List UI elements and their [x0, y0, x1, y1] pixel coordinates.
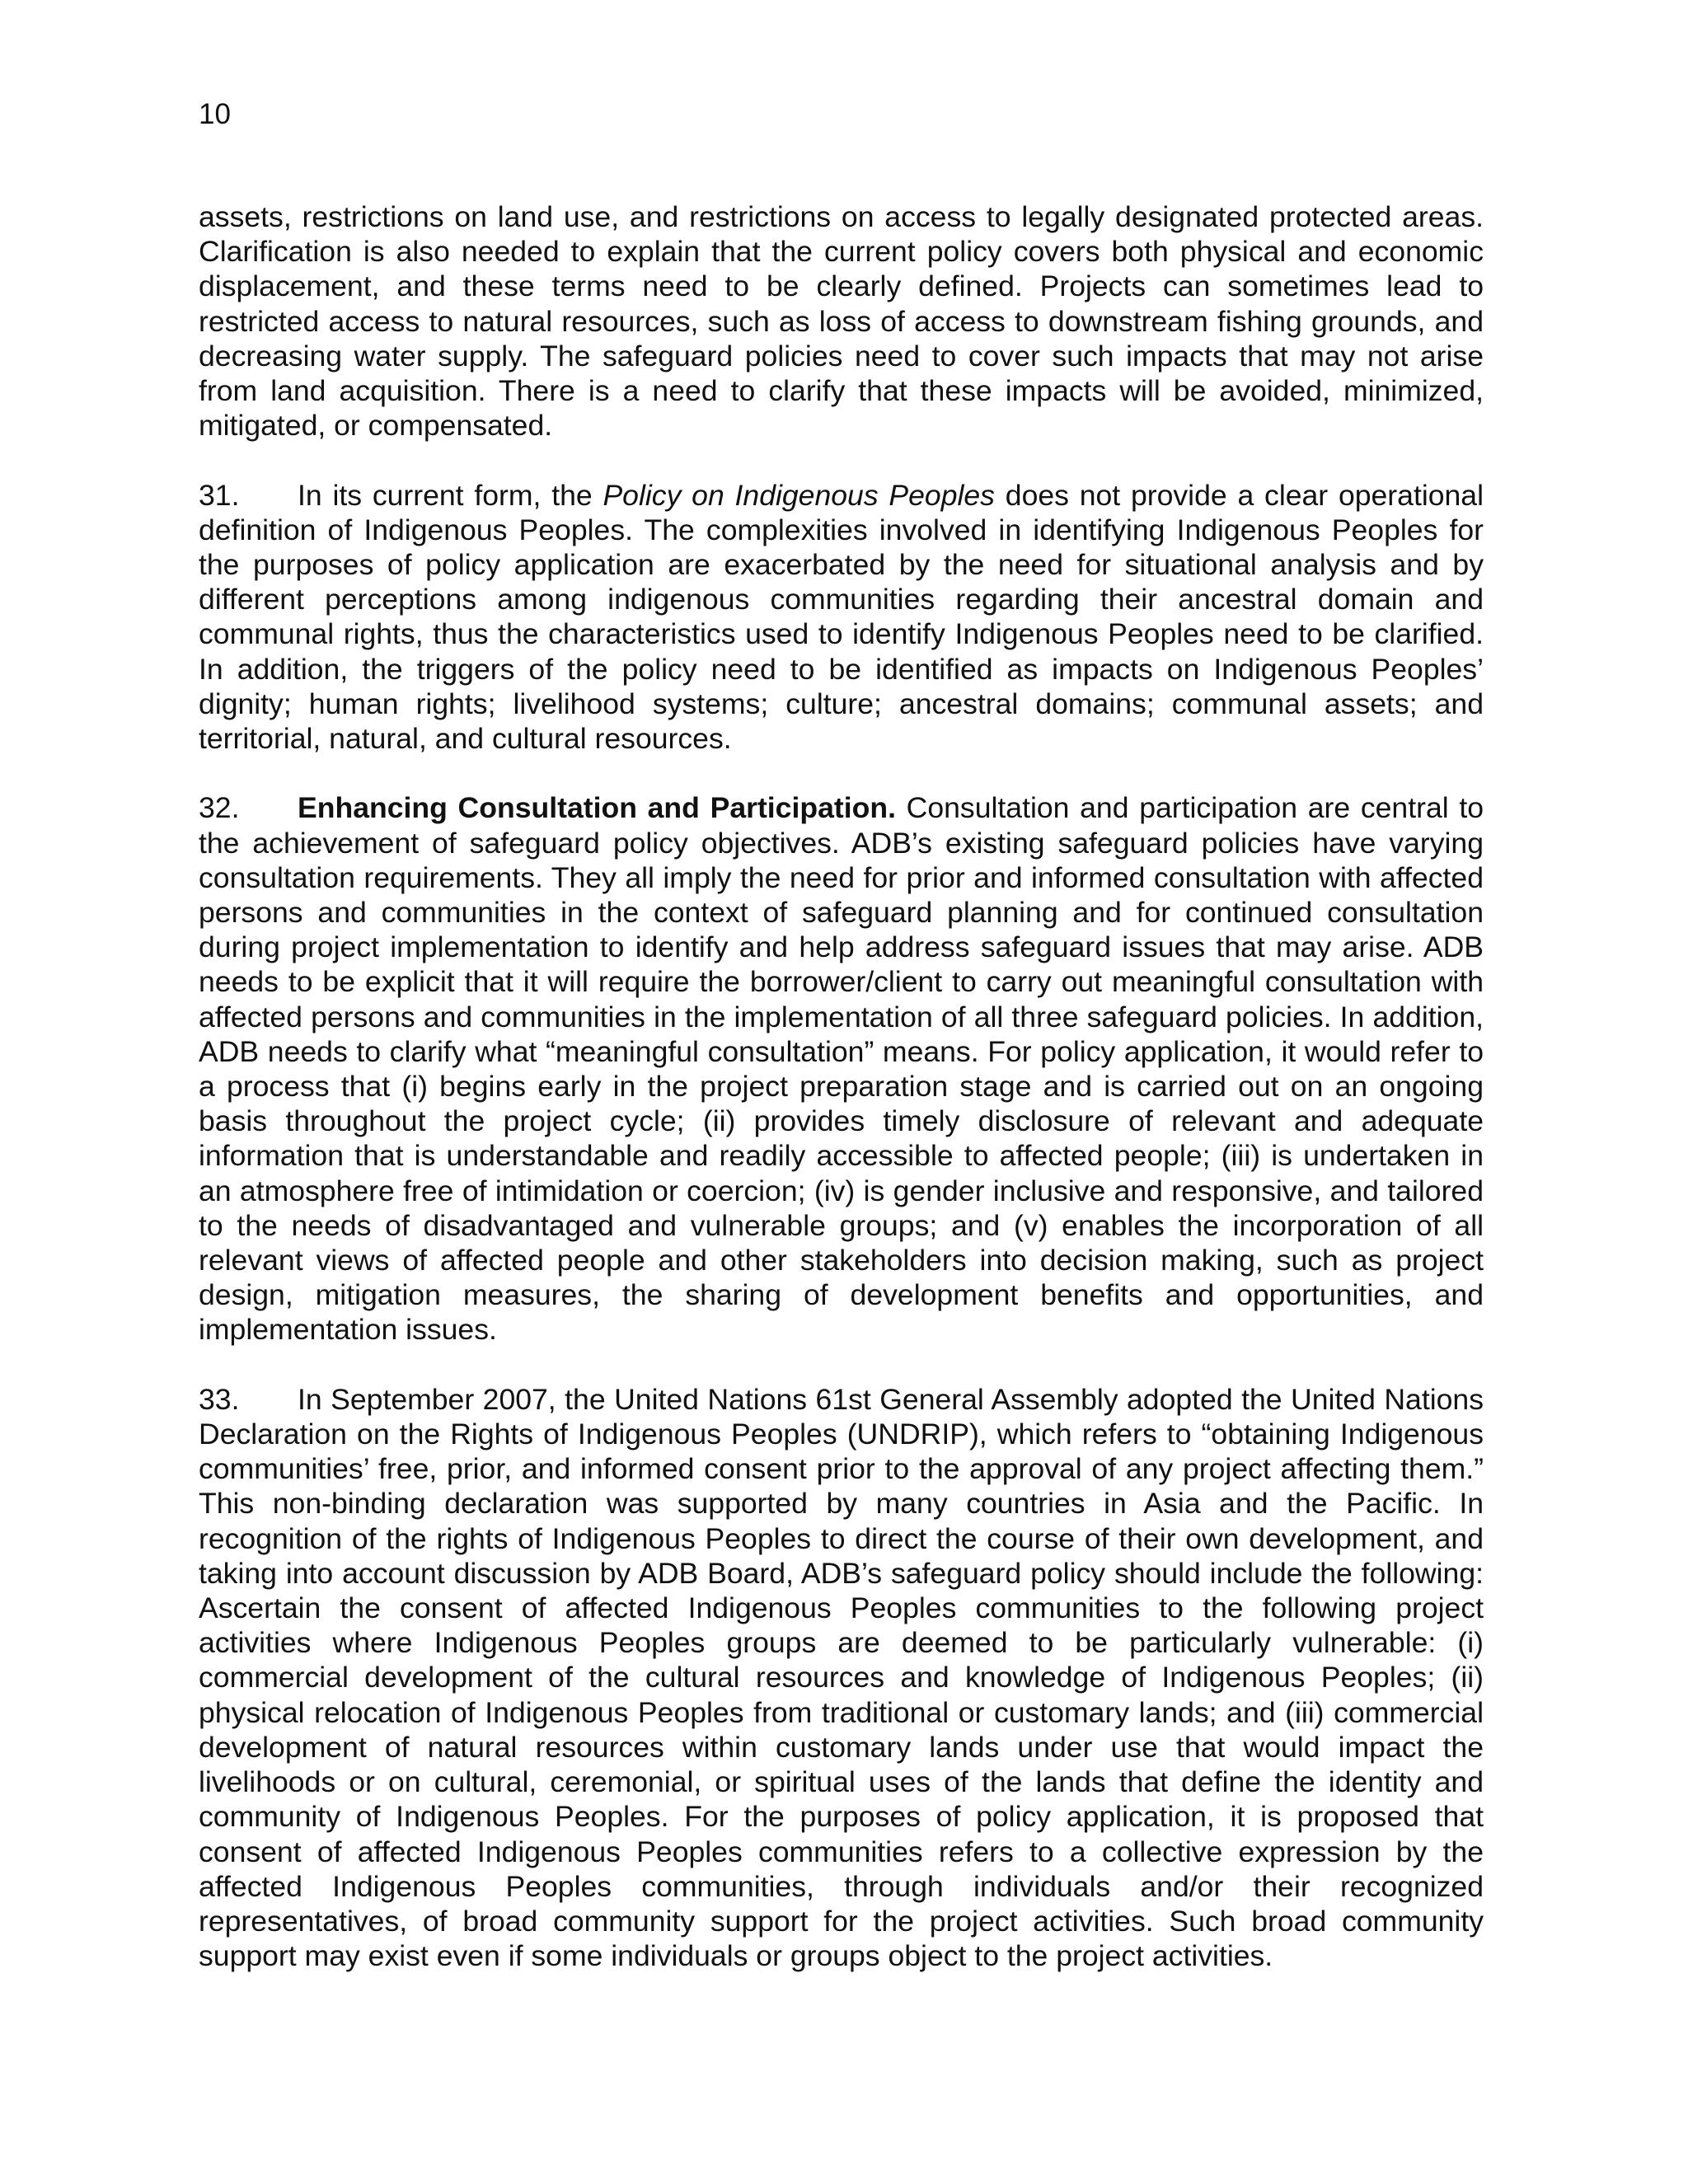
paragraph-number: 31. [199, 478, 240, 512]
document-body [199, 199, 1484, 2008]
section-heading: Enhancing Consultation and Participation. [298, 791, 896, 825]
paragraph-text: assets, restrictions on land use, and restrictions on access to legally designated protected areas. Clarification is also needed to explain that the current policy covers both physical and economic displacement, and these terms need to be clearly defined. Projects can sometimes lead to restricted access to natural resources, such as loss of access to downstream fishing grounds, and decreasing water supply. The safeguard policies need to cover such impacts that may not arise from land acquisition. There is a need to clarify that these impacts will be avoided, minimized, mitigated, or compensated. [199, 200, 1484, 443]
paragraph-text: Consultation and participation are central to the achievement of safeguard policy objectives. ADB’s existing safeguard policies have varying consultation requirements. They all imply the need for prior and informed consultation with affected persons and communities in the context of safeguard planning and for continued consultation during project implementation to identify and help address safeguard issues that may arise. ADB needs to be explicit that it will require the borrower/client to carry out meaningful consultation with affected persons and communities in the implementation of all three safeguard policies. In addition, ADB needs to clarify what “meaningful consultation” means. For policy application, it would refer to a process that (i) begins early in the project preparation stage and is carried out on an ongoing basis throughout the project cycle; (ii) provides timely disclosure of relevant and adequate information that is understandable and readily accessible to affected people; (iii) is undertaken in an atmosphere free of intimidation or coercion; (iv) is gender inclusive and responsive, and tailored to the needs of disadvantaged and vulnerable groups; and (v) enables the incorporation of all relevant views of affected people and other stakeholders into decision making, such as project design, mitigation measures, the sharing of development benefits and opportunities, and implementation issues. [199, 791, 1484, 1347]
paragraph-33 [199, 1382, 1484, 1973]
paragraph-number: 33. [199, 1382, 240, 1416]
paragraph-31 [199, 478, 1484, 757]
paragraph-32 [199, 790, 1484, 1347]
policy-title-italic: Policy on Indigenous Peoples [603, 478, 995, 512]
page-number: 10 [199, 98, 231, 130]
paragraph-text: In September 2007, the United Nations 61st General Assembly adopted the United Nations Declaration on the Rights of Indigenous Peoples (UNDRIP), which refers to “obtaining Indigenous communities’ free, prior, and informed consent prior to the approval of any project affecting them.” This non-binding declaration was supported by many countries in Asia and the Pacific. In recognition of the rights of Indigenous Peoples to direct the course of their own development, and taking into account discussion by ADB Board, ADB’s safeguard policy should include the following: Ascertain the consent of affected Indigenous Peoples communities to the following project activities where Indigenous Peoples groups are deemed to be particularly vulnerable: (i) commercial development of the cultural resources and knowledge of Indigenous Peoples; (ii) physical relocation of Indigenous Peoples from traditional or customary lands; and (iii) commercial development of natural resources within customary lands under use that would impact the livelihoods or on cultural, ceremonial, or spiritual uses of the lands that define the identity and community of Indigenous Peoples. For the purposes of policy application, it is proposed that consent of affected Indigenous Peoples communities refers to a collective expression by the affected Indigenous Peoples communities, through individuals and/or their recognized representatives, of broad community support for the project activities. Such broad community support may exist even if some individuals or groups object to the project activities. [199, 1382, 1484, 1973]
paragraph-text: In its current form, the [298, 478, 603, 512]
paragraph-text: does not provide a clear operational definition of Indigenous Peoples. The complexities involved in identifying Indigenous Peoples for the purposes of policy application are exacerbated by the need for situational analysis and by different perceptions among indigenous communities regarding their ancestral domain and communal rights, thus the characteristics used to identify Indigenous Peoples need to be clarified. In addition, the triggers of the policy need to be identified as impacts on Indigenous Peoples’ dignity; human rights; livelihood systems; culture; ancestral domains; communal assets; and territorial, natural, and cultural resources. [199, 478, 1484, 756]
paragraph-continuation [199, 199, 1484, 443]
paragraph-number: 32. [199, 791, 240, 825]
